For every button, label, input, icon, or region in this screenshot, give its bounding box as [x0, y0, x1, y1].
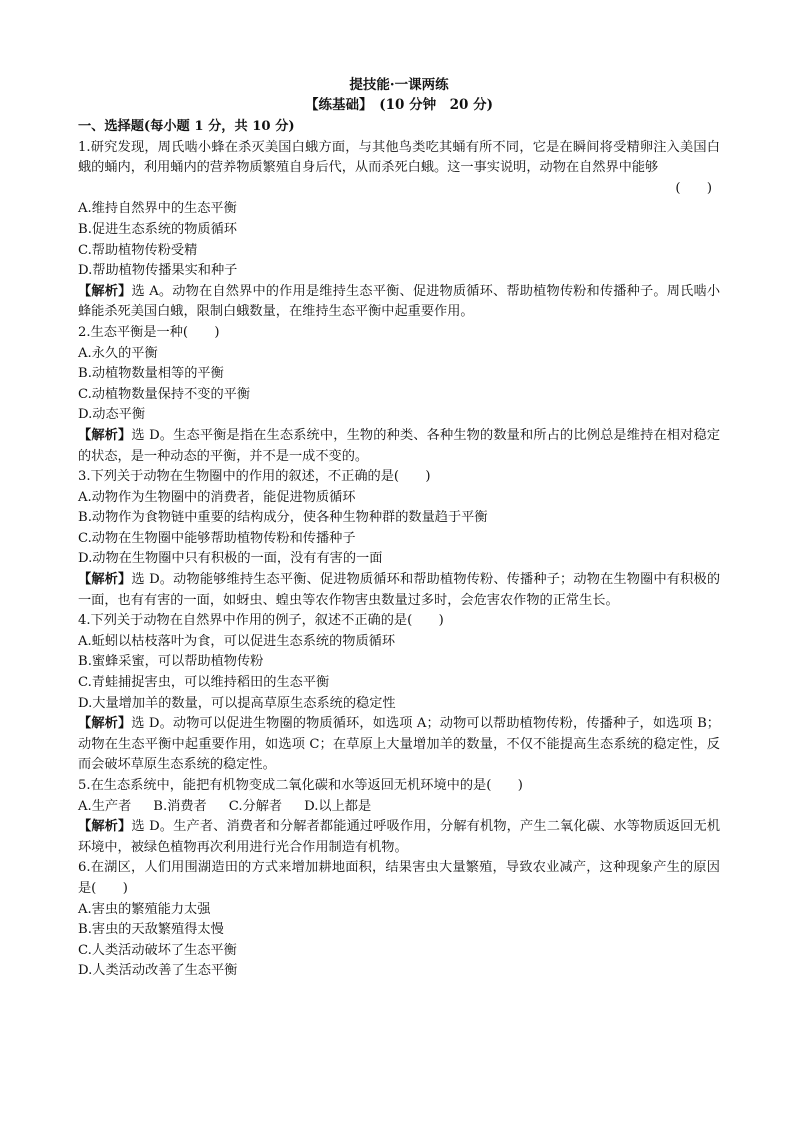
- subtitle-name: 【练基础】: [305, 97, 366, 113]
- analysis-text: 选 A。动物在自然界中的作用是维持生态平衡、促进物质循环、帮助植物传粉和传播种子。周氏啮小蜂能杀死美国白蛾，限制白蛾数量，在维持生态平衡中起重要作用。: [78, 283, 721, 320]
- question-6-option-c: C.人类活动破坏了生态平衡: [78, 942, 237, 958]
- question-3-option-b: B.动物作为食物链中重要的结构成分，使各种生物种群的数量趋于平衡: [78, 510, 488, 526]
- question-6-option-a: A.害虫的繁殖能力太强: [78, 901, 211, 917]
- question-3-stem: 3.下列关于动物在生物圈中的作用的叙述，不正确的是( ): [78, 469, 431, 485]
- question-4-option-a: A.蚯蚓以枯枝落叶为食，可以促进生态系统的物质循环: [78, 633, 396, 649]
- question-2-option-b: B.动植物数量相等的平衡: [78, 366, 224, 382]
- question-6-stem: 6.在湖区，人们用围湖造田的方式来增加耕地面积，结果害虫大量繁殖，导致农业减产，这种现象产生的原因是( ): [78, 860, 720, 896]
- page-title: 提技能·一课两练: [349, 77, 449, 93]
- question-5-option-c: C.分解者: [228, 798, 283, 814]
- question-1-option-c: C.帮助植物传粉受精: [78, 242, 198, 258]
- question-1-option-d: D.帮助植物传播果实和种子: [78, 263, 238, 279]
- section-heading: 一、选择题(每小题 1 分，共 10 分): [78, 119, 295, 134]
- question-4-stem: 4.下列关于动物在自然界中作用的例子，叙述不正确的是( ): [78, 613, 444, 629]
- question-2-analysis: [78, 426, 720, 467]
- analysis-tag: 【解析】: [78, 427, 132, 443]
- question-5-options: [78, 797, 720, 818]
- question-6-option-b: B.害虫的天敌繁殖得太慢: [78, 922, 224, 938]
- question-1-stem: 1.研究发现，周氏啮小蜂在杀灭美国白蛾方面，与其他鸟类吃其蛹有所不同，它是在瞬间将受精卵注入美国白蛾的蛹内，利用蛹内的营养物质繁殖自身后代，从而杀死白蛾。这一事实说明，动物在自然界中能够: [78, 139, 720, 176]
- analysis-tag: 【解析】: [78, 283, 132, 299]
- question-3-option-d: D.动物在生物圈中只有积极的一面，没有有害的一面: [78, 551, 383, 567]
- analysis-text: 选 D。动物能够维持生态平衡、促进物质循环和帮助植物传粉、传播种子；动物在生物圈中有积极的一面，也有有害的一面，如蚜虫、蝗虫等农作物害虫数量过多时，会危害农作物的正常生长。: [78, 572, 721, 608]
- question-1-option-a: A.维持自然界中的生态平衡: [78, 201, 237, 217]
- question-2-option-d: D.动态平衡: [78, 407, 146, 423]
- question-1-option-b: B.促进生态系统的物质循环: [78, 221, 237, 237]
- question-1-analysis: [78, 282, 720, 323]
- question-4-option-b: B.蜜蜂采蜜，可以帮助植物传粉: [78, 654, 264, 670]
- question-5-analysis: [78, 817, 720, 858]
- analysis-text: 选 D。生产者、消费者和分解者都能通过呼吸作用，分解有机物，产生二氧化碳、水等物质返回无机环境中，被绿色植物再次利用进行光合作用制造有机物。: [78, 819, 721, 855]
- question-5-option-a: A.生产者: [78, 798, 132, 814]
- question-3-analysis: [78, 570, 720, 611]
- question-4-analysis: [78, 714, 720, 776]
- question-5-stem: 5.在生态系统中，能把有机物变成二氧化碳和水等返回无机环境中的是( ): [78, 778, 523, 793]
- question-1-answer-bracket: ( ): [675, 180, 712, 196]
- question-6-option-d: D.人类活动改善了生态平衡: [78, 963, 238, 979]
- analysis-text: 选 D。生态平衡是指在生态系统中，生物的种类、各种生物的数量和所占的比例总是维持在相对稳定的状态，是一种动态的平衡，并不是一成不变的。: [78, 427, 721, 464]
- analysis-tag: 【解析】: [78, 572, 132, 588]
- question-2-option-c: C.动植物数量保持不变的平衡: [78, 386, 251, 402]
- analysis-tag: 【解析】: [78, 716, 132, 732]
- document-page: [78, 75, 720, 982]
- page-subtitle: [78, 95, 720, 116]
- analysis-tag: 【解析】: [78, 819, 132, 835]
- question-3-option-a: A.动物作为生物圈中的消费者，能促进物质循环: [78, 489, 356, 505]
- question-3-option-c: C.动物在生物圈中能够帮助植物传粉和传播种子: [78, 530, 356, 546]
- question-2-stem: 2.生态平衡是一种( ): [78, 324, 220, 340]
- analysis-text: 选 D。动物可以促进生物圈的物质循环，如选项 A；动物可以帮助植物传粉，传播种子，如选项 B；动物在生态平衡中起重要作用，如选项 C；在草原上大量增加羊的数量，不仅不能提高生态系统的稳定性，反而会破坏草原生态系统的稳定性。: [78, 716, 720, 773]
- subtitle-time: (10 分钟 20 分): [379, 97, 493, 113]
- question-5-option-b: B.消费者: [153, 798, 207, 814]
- question-5-option-d: D.以上都是: [304, 798, 372, 814]
- question-4-option-d: D.大量增加羊的数量，可以提高草原生态系统的稳定性: [78, 695, 396, 711]
- question-4-option-c: C.青蛙捕捉害虫，可以维持稻田的生态平衡: [78, 675, 330, 691]
- question-2-option-a: A.永久的平衡: [78, 345, 158, 361]
